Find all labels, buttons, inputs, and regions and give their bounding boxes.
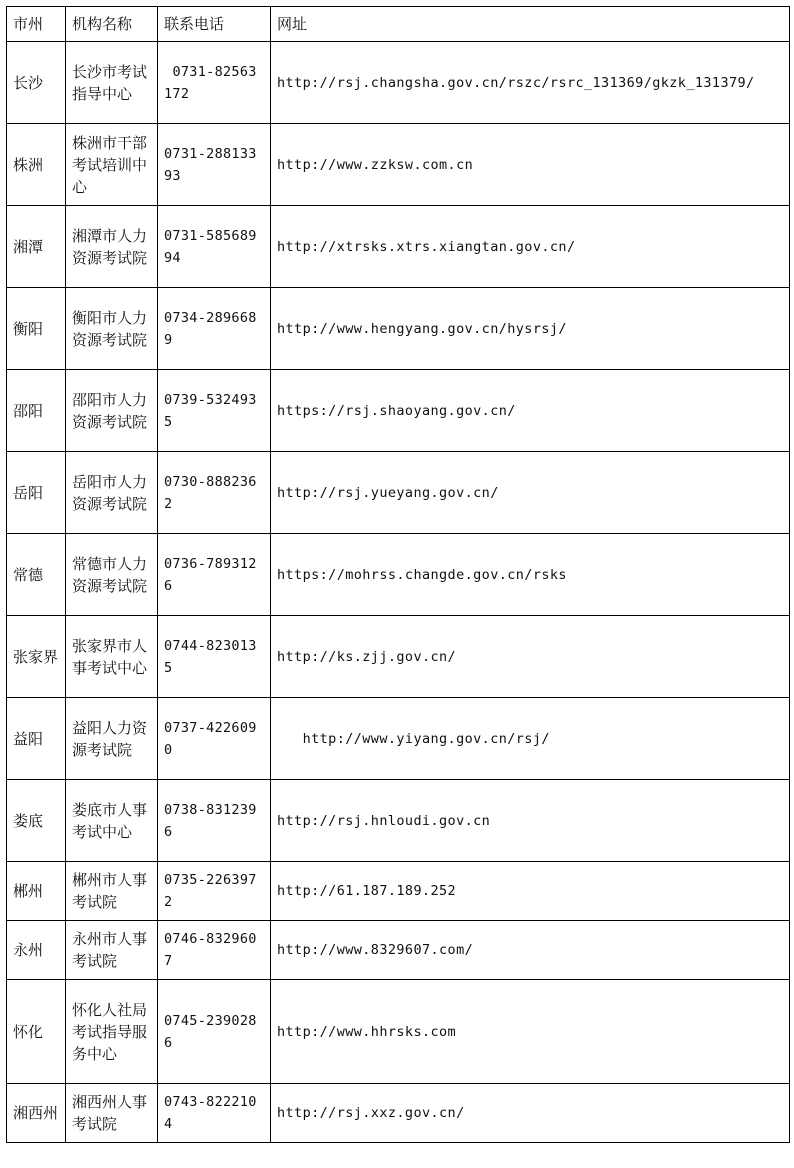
phone-cell: 0739-5324935	[158, 370, 271, 452]
table-row	[7, 206, 790, 288]
contact-table-container	[6, 6, 790, 1143]
phone-cell: 0736-7893126	[158, 534, 271, 616]
table-row	[7, 980, 790, 1084]
url-link[interactable]: http://rsj.hnloudi.gov.cn	[271, 780, 790, 862]
table-body	[7, 42, 790, 1143]
phone-cell: 0731-28813393	[158, 124, 271, 206]
table-row	[7, 921, 790, 980]
city-cell: 长沙	[7, 42, 66, 124]
url-link[interactable]: http://www.yiyang.gov.cn/rsj/	[271, 698, 790, 780]
exam-institution-contact-table	[6, 6, 790, 1143]
city-cell: 常德	[7, 534, 66, 616]
url-link[interactable]: http://rsj.yueyang.gov.cn/	[271, 452, 790, 534]
url-link[interactable]: http://61.187.189.252	[271, 862, 790, 921]
city-cell: 益阳	[7, 698, 66, 780]
org-cell: 岳阳市人力资源考试院	[66, 452, 158, 534]
url-link[interactable]: https://rsj.shaoyang.gov.cn/	[271, 370, 790, 452]
city-cell: 湘潭	[7, 206, 66, 288]
org-cell: 湘潭市人力资源考试院	[66, 206, 158, 288]
city-cell: 衡阳	[7, 288, 66, 370]
city-cell: 岳阳	[7, 452, 66, 534]
org-cell: 永州市人事考试院	[66, 921, 158, 980]
url-link[interactable]: http://www.hengyang.gov.cn/hysrsj/	[271, 288, 790, 370]
url-link[interactable]: https://mohrss.changde.gov.cn/rsks	[271, 534, 790, 616]
org-cell: 张家界市人事考试中心	[66, 616, 158, 698]
url-link[interactable]: http://rsj.xxz.gov.cn/	[271, 1084, 790, 1143]
header-phone: 联系电话	[158, 7, 271, 42]
table-row	[7, 42, 790, 124]
table-row	[7, 370, 790, 452]
table-row	[7, 1084, 790, 1143]
org-cell: 怀化人社局考试指导服务中心	[66, 980, 158, 1084]
phone-cell: 0731-82563172	[158, 42, 271, 124]
url-link[interactable]: http://ks.zjj.gov.cn/	[271, 616, 790, 698]
phone-cell: 0744-8230135	[158, 616, 271, 698]
url-link[interactable]: http://rsj.changsha.gov.cn/rszc/rsrc_131369/gkzk_131379/	[271, 42, 790, 124]
phone-cell: 0737-4226090	[158, 698, 271, 780]
table-row	[7, 452, 790, 534]
city-cell: 株洲	[7, 124, 66, 206]
table-row	[7, 780, 790, 862]
header-url: 网址	[271, 7, 790, 42]
phone-cell: 0730-8882362	[158, 452, 271, 534]
phone-cell: 0734-2896689	[158, 288, 271, 370]
org-cell: 衡阳市人力资源考试院	[66, 288, 158, 370]
org-cell: 株洲市干部考试培训中心	[66, 124, 158, 206]
city-cell: 张家界	[7, 616, 66, 698]
city-cell: 湘西州	[7, 1084, 66, 1143]
table-row	[7, 862, 790, 921]
table-row	[7, 698, 790, 780]
phone-cell: 0743-8222104	[158, 1084, 271, 1143]
url-link[interactable]: http://www.8329607.com/	[271, 921, 790, 980]
header-org: 机构名称	[66, 7, 158, 42]
phone-cell: 0731-58568994	[158, 206, 271, 288]
url-link[interactable]: http://xtrsks.xtrs.xiangtan.gov.cn/	[271, 206, 790, 288]
city-cell: 永州	[7, 921, 66, 980]
org-cell: 郴州市人事考试院	[66, 862, 158, 921]
header-row	[7, 7, 790, 42]
phone-cell: 0746-8329607	[158, 921, 271, 980]
table-row	[7, 124, 790, 206]
city-cell: 娄底	[7, 780, 66, 862]
url-link[interactable]: http://www.zzksw.com.cn	[271, 124, 790, 206]
table-row	[7, 534, 790, 616]
phone-cell: 0745-2390286	[158, 980, 271, 1084]
phone-cell: 0738-8312396	[158, 780, 271, 862]
phone-cell: 0735-2263972	[158, 862, 271, 921]
table-header	[7, 7, 790, 42]
table-row	[7, 616, 790, 698]
city-cell: 郴州	[7, 862, 66, 921]
city-cell: 怀化	[7, 980, 66, 1084]
header-city: 市州	[7, 7, 66, 42]
city-cell: 邵阳	[7, 370, 66, 452]
org-cell: 湘西州人事考试院	[66, 1084, 158, 1143]
org-cell: 邵阳市人力资源考试院	[66, 370, 158, 452]
table-row	[7, 288, 790, 370]
org-cell: 常德市人力资源考试院	[66, 534, 158, 616]
url-link[interactable]: http://www.hhrsks.com	[271, 980, 790, 1084]
org-cell: 娄底市人事考试中心	[66, 780, 158, 862]
org-cell: 长沙市考试指导中心	[66, 42, 158, 124]
org-cell: 益阳人力资源考试院	[66, 698, 158, 780]
